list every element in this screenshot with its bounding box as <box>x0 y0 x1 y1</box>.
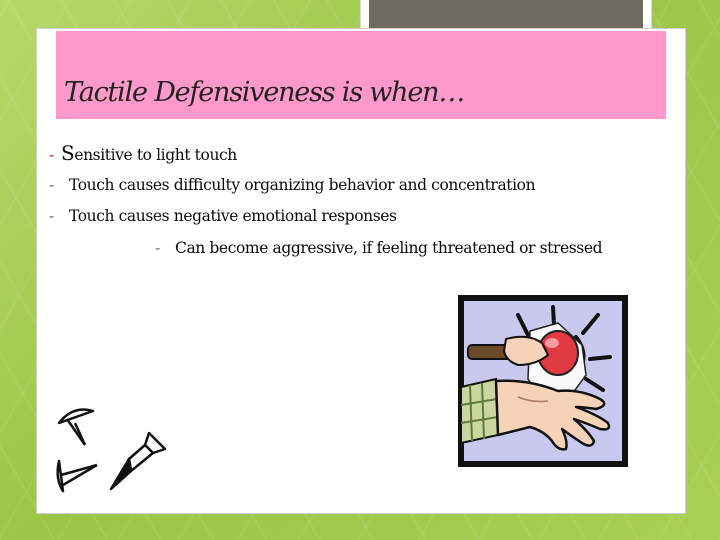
bullet-4 <box>155 239 602 257</box>
pushpin-icon <box>111 433 165 489</box>
bullet-3-marker: - <box>49 207 54 225</box>
slide-panel <box>36 28 686 514</box>
bullet-4-marker: - <box>155 239 160 257</box>
bullet-2 <box>49 176 535 194</box>
pushpin-icons <box>53 399 173 499</box>
title-band <box>56 31 666 119</box>
bullet-3 <box>49 207 397 225</box>
bullet-1-text: ensitive to light touch <box>74 146 237 164</box>
top-tab-fill <box>369 0 643 28</box>
slide-title: Tactile Defensiveness is when… <box>64 77 465 108</box>
pushpin-icon <box>58 461 97 491</box>
bullet-2-marker: - <box>49 176 54 194</box>
bullet-1-initial: S <box>61 141 75 165</box>
bullet-1 <box>49 141 237 165</box>
bullet-4-text: Can become aggressive, if feeling threatened or stressed <box>175 239 603 257</box>
pushpin-icon <box>59 410 93 446</box>
bullet-2-text: Touch causes difficulty organizing behavior and concentration <box>69 176 536 194</box>
hand-clipart <box>458 295 628 467</box>
bullet-3-text: Touch causes negative emotional responses <box>69 207 397 225</box>
bullet-1-marker: - <box>49 146 54 164</box>
